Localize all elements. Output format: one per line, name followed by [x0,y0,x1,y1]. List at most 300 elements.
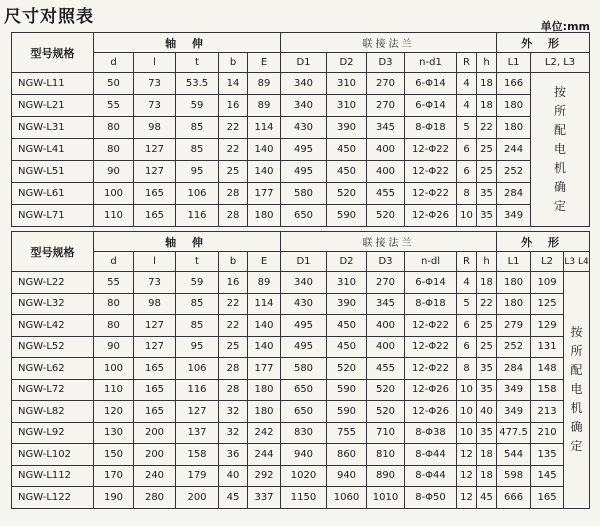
value-cell: 520 [367,205,405,227]
value-cell: 150 [94,444,134,466]
column-header: D2 [327,252,367,272]
value-cell: 73 [134,73,176,95]
value-cell: 310 [327,95,367,117]
value-cell: 270 [367,272,405,294]
value-cell: 140 [248,139,281,161]
value-cell: 28 [219,379,248,401]
value-cell: 35 [477,422,497,444]
value-cell: 400 [367,315,405,337]
value-cell: 22 [477,293,497,315]
value-cell: 140 [248,315,281,337]
value-cell: 110 [94,205,134,227]
value-cell: 252 [497,161,531,183]
value-cell: 22 [219,139,248,161]
value-cell: 85 [176,293,219,315]
value-cell: 544 [497,444,531,466]
value-cell: 55 [94,272,134,294]
value-cell: 100 [94,358,134,380]
column-header: n-dl [405,252,457,272]
value-cell: 179 [176,465,219,487]
value-cell: 89 [248,272,281,294]
value-cell: 80 [94,293,134,315]
value-cell: 349 [497,205,531,227]
value-cell: 165 [531,487,564,509]
value-cell: 22 [219,315,248,337]
value-cell: 90 [94,161,134,183]
column-header: D3 [367,53,405,73]
model-cell: NGW-L41 [12,139,94,161]
value-cell: 85 [176,139,219,161]
value-cell: 580 [281,183,327,205]
table-row [12,487,590,509]
column-header: L1 [497,53,531,73]
dimension-table [11,32,590,509]
value-cell: 180 [497,117,531,139]
value-cell: 310 [327,272,367,294]
value-cell: 59 [176,95,219,117]
model-cell: NGW-L72 [12,379,94,401]
value-cell: 59 [176,272,219,294]
value-cell: 450 [327,315,367,337]
column-header: L3 L4 [564,252,590,272]
value-cell: 35 [477,183,497,205]
section1-body [12,73,590,227]
value-cell: 8 [457,183,477,205]
value-cell: 6-Φ14 [405,95,457,117]
value-cell: 12 [457,444,477,466]
value-cell: 35 [477,358,497,380]
value-cell: 349 [497,379,531,401]
value-cell: 860 [327,444,367,466]
value-cell: 158 [176,444,219,466]
value-cell: 284 [497,183,531,205]
value-cell: 8-Φ50 [405,487,457,509]
value-cell: 590 [327,401,367,423]
value-cell: 6-Φ14 [405,272,457,294]
value-cell: 390 [327,117,367,139]
column-header: l [134,252,176,272]
value-cell: 12-Φ22 [405,183,457,205]
model-cell: NGW-L21 [12,95,94,117]
value-cell: 270 [367,95,405,117]
column-header: b [219,53,248,73]
value-cell: 18 [477,465,497,487]
value-cell: 6-Φ14 [405,73,457,95]
value-cell: 106 [176,183,219,205]
column-header: L2, L3 [531,53,590,73]
value-cell: 8-Φ18 [405,293,457,315]
model-header: 型号规格 [12,33,94,73]
model-cell: NGW-L122 [12,487,94,509]
value-cell: 131 [531,336,564,358]
table-row [12,95,590,117]
value-cell: 5 [457,293,477,315]
value-cell: 98 [134,117,176,139]
value-cell: 80 [94,315,134,337]
value-cell: 89 [248,73,281,95]
value-cell: 28 [219,183,248,205]
table-row [12,422,590,444]
value-cell: 12-Φ22 [405,315,457,337]
value-cell: 200 [134,422,176,444]
column-header: t [176,252,219,272]
column-header: t [176,53,219,73]
motor-note-text: 按所配电机确定 [554,85,567,213]
value-cell: 340 [281,272,327,294]
column-header: L1 [497,252,531,272]
value-cell: 580 [281,358,327,380]
value-cell: 18 [477,444,497,466]
value-cell: 177 [248,183,281,205]
value-cell: 650 [281,205,327,227]
value-cell: 25 [477,315,497,337]
value-cell: 10 [457,401,477,423]
column-header: L2 [531,252,564,272]
value-cell: 12-Φ22 [405,358,457,380]
value-cell: 8-Φ38 [405,422,457,444]
value-cell: 4 [457,95,477,117]
table-row [12,315,590,337]
value-cell: 100 [94,183,134,205]
value-cell: 95 [176,161,219,183]
value-cell: 45 [477,487,497,509]
model-cell: NGW-L11 [12,73,94,95]
value-cell: 25 [477,161,497,183]
value-cell: 85 [176,315,219,337]
table-row [12,444,590,466]
value-cell: 85 [176,117,219,139]
value-cell: 180 [497,293,531,315]
value-cell: 25 [219,161,248,183]
section1-group-header [12,33,590,53]
value-cell: 165 [134,401,176,423]
value-cell: 53.5 [176,73,219,95]
value-cell: 12-Φ26 [405,205,457,227]
column-header: D3 [367,252,405,272]
value-cell: 200 [134,444,176,466]
value-cell: 18 [477,73,497,95]
table-row [12,293,590,315]
page-title: 尺寸对照表 [4,7,94,27]
value-cell: 116 [176,379,219,401]
value-cell: 35 [477,379,497,401]
value-cell: 12-Φ22 [405,161,457,183]
column-header: D1 [281,53,327,73]
model-cell: NGW-L42 [12,315,94,337]
value-cell: 349 [497,401,531,423]
value-cell: 180 [248,205,281,227]
column-header: D2 [327,53,367,73]
value-cell: 270 [367,73,405,95]
value-cell: 279 [497,315,531,337]
motor-note [564,272,590,509]
column-header: d [94,53,134,73]
flange-group-header: 联接法兰 [281,33,497,53]
value-cell: 40 [477,401,497,423]
value-cell: 114 [248,293,281,315]
value-cell: 18 [477,95,497,117]
value-cell: 244 [248,444,281,466]
value-cell: 127 [134,315,176,337]
value-cell: 129 [531,315,564,337]
value-cell: 137 [176,422,219,444]
section2-column-header [12,252,590,272]
value-cell: 310 [327,73,367,95]
value-cell: 127 [176,401,219,423]
value-cell: 5 [457,117,477,139]
value-cell: 98 [134,293,176,315]
value-cell: 180 [497,272,531,294]
table-row [12,117,590,139]
column-header: D1 [281,252,327,272]
value-cell: 810 [367,444,405,466]
value-cell: 520 [327,358,367,380]
value-cell: 22 [477,117,497,139]
value-cell: 6 [457,315,477,337]
table-row [12,205,590,227]
value-cell: 45 [219,487,248,509]
value-cell: 340 [281,95,327,117]
model-cell: NGW-L32 [12,293,94,315]
value-cell: 400 [367,139,405,161]
value-cell: 190 [94,487,134,509]
value-cell: 12 [457,465,477,487]
model-header: 型号规格 [12,232,94,272]
section2-body [12,272,590,509]
value-cell: 10 [457,205,477,227]
value-cell: 95 [176,336,219,358]
section2-group-header [12,232,590,252]
value-cell: 6 [457,139,477,161]
value-cell: 14 [219,73,248,95]
model-cell: NGW-L51 [12,161,94,183]
value-cell: 650 [281,379,327,401]
value-cell: 1010 [367,487,405,509]
model-cell: NGW-L31 [12,117,94,139]
column-header: l [134,53,176,73]
value-cell: 8-Φ44 [405,465,457,487]
value-cell: 590 [327,379,367,401]
value-cell: 292 [248,465,281,487]
value-cell: 165 [134,205,176,227]
section1-column-header [12,53,590,73]
model-cell: NGW-L71 [12,205,94,227]
column-header: R [457,53,477,73]
model-cell: NGW-L52 [12,336,94,358]
value-cell: 755 [327,422,367,444]
value-cell: 28 [219,205,248,227]
value-cell: 940 [327,465,367,487]
value-cell: 12-Φ26 [405,379,457,401]
column-header: R [457,252,477,272]
value-cell: 165 [134,358,176,380]
value-cell: 710 [367,422,405,444]
value-cell: 280 [134,487,176,509]
value-cell: 242 [248,422,281,444]
outer-group-header: 外 形 [497,232,590,252]
value-cell: 200 [176,487,219,509]
value-cell: 520 [367,401,405,423]
value-cell: 25 [219,336,248,358]
value-cell: 130 [94,422,134,444]
value-cell: 477.5 [497,422,531,444]
value-cell: 90 [94,336,134,358]
value-cell: 127 [134,336,176,358]
value-cell: 495 [281,336,327,358]
value-cell: 80 [94,139,134,161]
value-cell: 106 [176,358,219,380]
model-cell: NGW-L62 [12,358,94,380]
value-cell: 10 [457,422,477,444]
value-cell: 18 [477,272,497,294]
value-cell: 495 [281,315,327,337]
value-cell: 455 [367,183,405,205]
value-cell: 12-Φ22 [405,336,457,358]
value-cell: 6 [457,161,477,183]
value-cell: 120 [94,401,134,423]
value-cell: 8-Φ44 [405,444,457,466]
model-cell: NGW-L61 [12,183,94,205]
value-cell: 390 [327,293,367,315]
value-cell: 135 [531,444,564,466]
value-cell: 455 [367,358,405,380]
value-cell: 666 [497,487,531,509]
value-cell: 165 [134,183,176,205]
column-header: h [477,53,497,73]
value-cell: 80 [94,117,134,139]
value-cell: 140 [248,336,281,358]
table-row [12,336,590,358]
column-header: E [248,53,281,73]
column-header: b [219,252,248,272]
value-cell: 109 [531,272,564,294]
value-cell: 25 [477,336,497,358]
model-cell: NGW-L102 [12,444,94,466]
column-header: h [477,252,497,272]
table-row [12,183,590,205]
table-row [12,401,590,423]
value-cell: 252 [497,336,531,358]
flange-group-header: 联接法兰 [281,232,497,252]
column-header: E [248,252,281,272]
table-row [12,379,590,401]
value-cell: 166 [497,73,531,95]
value-cell: 22 [219,293,248,315]
value-cell: 165 [134,379,176,401]
table-row [12,139,590,161]
value-cell: 25 [477,139,497,161]
value-cell: 73 [134,272,176,294]
value-cell: 890 [367,465,405,487]
value-cell: 598 [497,465,531,487]
value-cell: 127 [134,139,176,161]
unit-label: 单位:mm [540,20,590,33]
shaft-group-header: 轴 伸 [94,33,281,53]
column-header: d [94,252,134,272]
value-cell: 125 [531,293,564,315]
motor-note-text: 按所配电机确定 [570,325,583,454]
value-cell: 116 [176,205,219,227]
value-cell: 110 [94,379,134,401]
value-cell: 650 [281,401,327,423]
value-cell: 180 [248,401,281,423]
value-cell: 1020 [281,465,327,487]
value-cell: 127 [134,161,176,183]
outer-group-header: 外 形 [497,33,590,53]
value-cell: 450 [327,336,367,358]
shaft-group-header: 轴 伸 [94,232,281,252]
value-cell: 240 [134,465,176,487]
value-cell: 145 [531,465,564,487]
value-cell: 430 [281,293,327,315]
value-cell: 340 [281,73,327,95]
value-cell: 32 [219,401,248,423]
model-cell: NGW-L112 [12,465,94,487]
value-cell: 520 [367,379,405,401]
value-cell: 73 [134,95,176,117]
value-cell: 158 [531,379,564,401]
value-cell: 495 [281,161,327,183]
value-cell: 8 [457,358,477,380]
value-cell: 213 [531,401,564,423]
value-cell: 148 [531,358,564,380]
value-cell: 400 [367,161,405,183]
model-cell: NGW-L92 [12,422,94,444]
value-cell: 284 [497,358,531,380]
value-cell: 89 [248,95,281,117]
value-cell: 40 [219,465,248,487]
value-cell: 6 [457,336,477,358]
table-row [12,358,590,380]
value-cell: 12 [457,487,477,509]
value-cell: 400 [367,336,405,358]
value-cell: 12-Φ26 [405,401,457,423]
value-cell: 345 [367,293,405,315]
value-cell: 32 [219,422,248,444]
value-cell: 1150 [281,487,327,509]
value-cell: 4 [457,272,477,294]
value-cell: 8-Φ18 [405,117,457,139]
value-cell: 170 [94,465,134,487]
value-cell: 590 [327,205,367,227]
model-cell: NGW-L22 [12,272,94,294]
value-cell: 337 [248,487,281,509]
motor-note [531,73,590,227]
value-cell: 180 [497,95,531,117]
model-cell: NGW-L82 [12,401,94,423]
value-cell: 430 [281,117,327,139]
value-cell: 244 [497,139,531,161]
value-cell: 28 [219,358,248,380]
value-cell: 12-Φ22 [405,139,457,161]
value-cell: 450 [327,139,367,161]
value-cell: 22 [219,117,248,139]
table-row [12,465,590,487]
value-cell: 36 [219,444,248,466]
value-cell: 830 [281,422,327,444]
value-cell: 177 [248,358,281,380]
value-cell: 345 [367,117,405,139]
value-cell: 4 [457,73,477,95]
table-row [12,272,590,294]
value-cell: 16 [219,272,248,294]
table-row [12,73,590,95]
value-cell: 1060 [327,487,367,509]
value-cell: 450 [327,161,367,183]
value-cell: 16 [219,95,248,117]
value-cell: 210 [531,422,564,444]
value-cell: 140 [248,161,281,183]
